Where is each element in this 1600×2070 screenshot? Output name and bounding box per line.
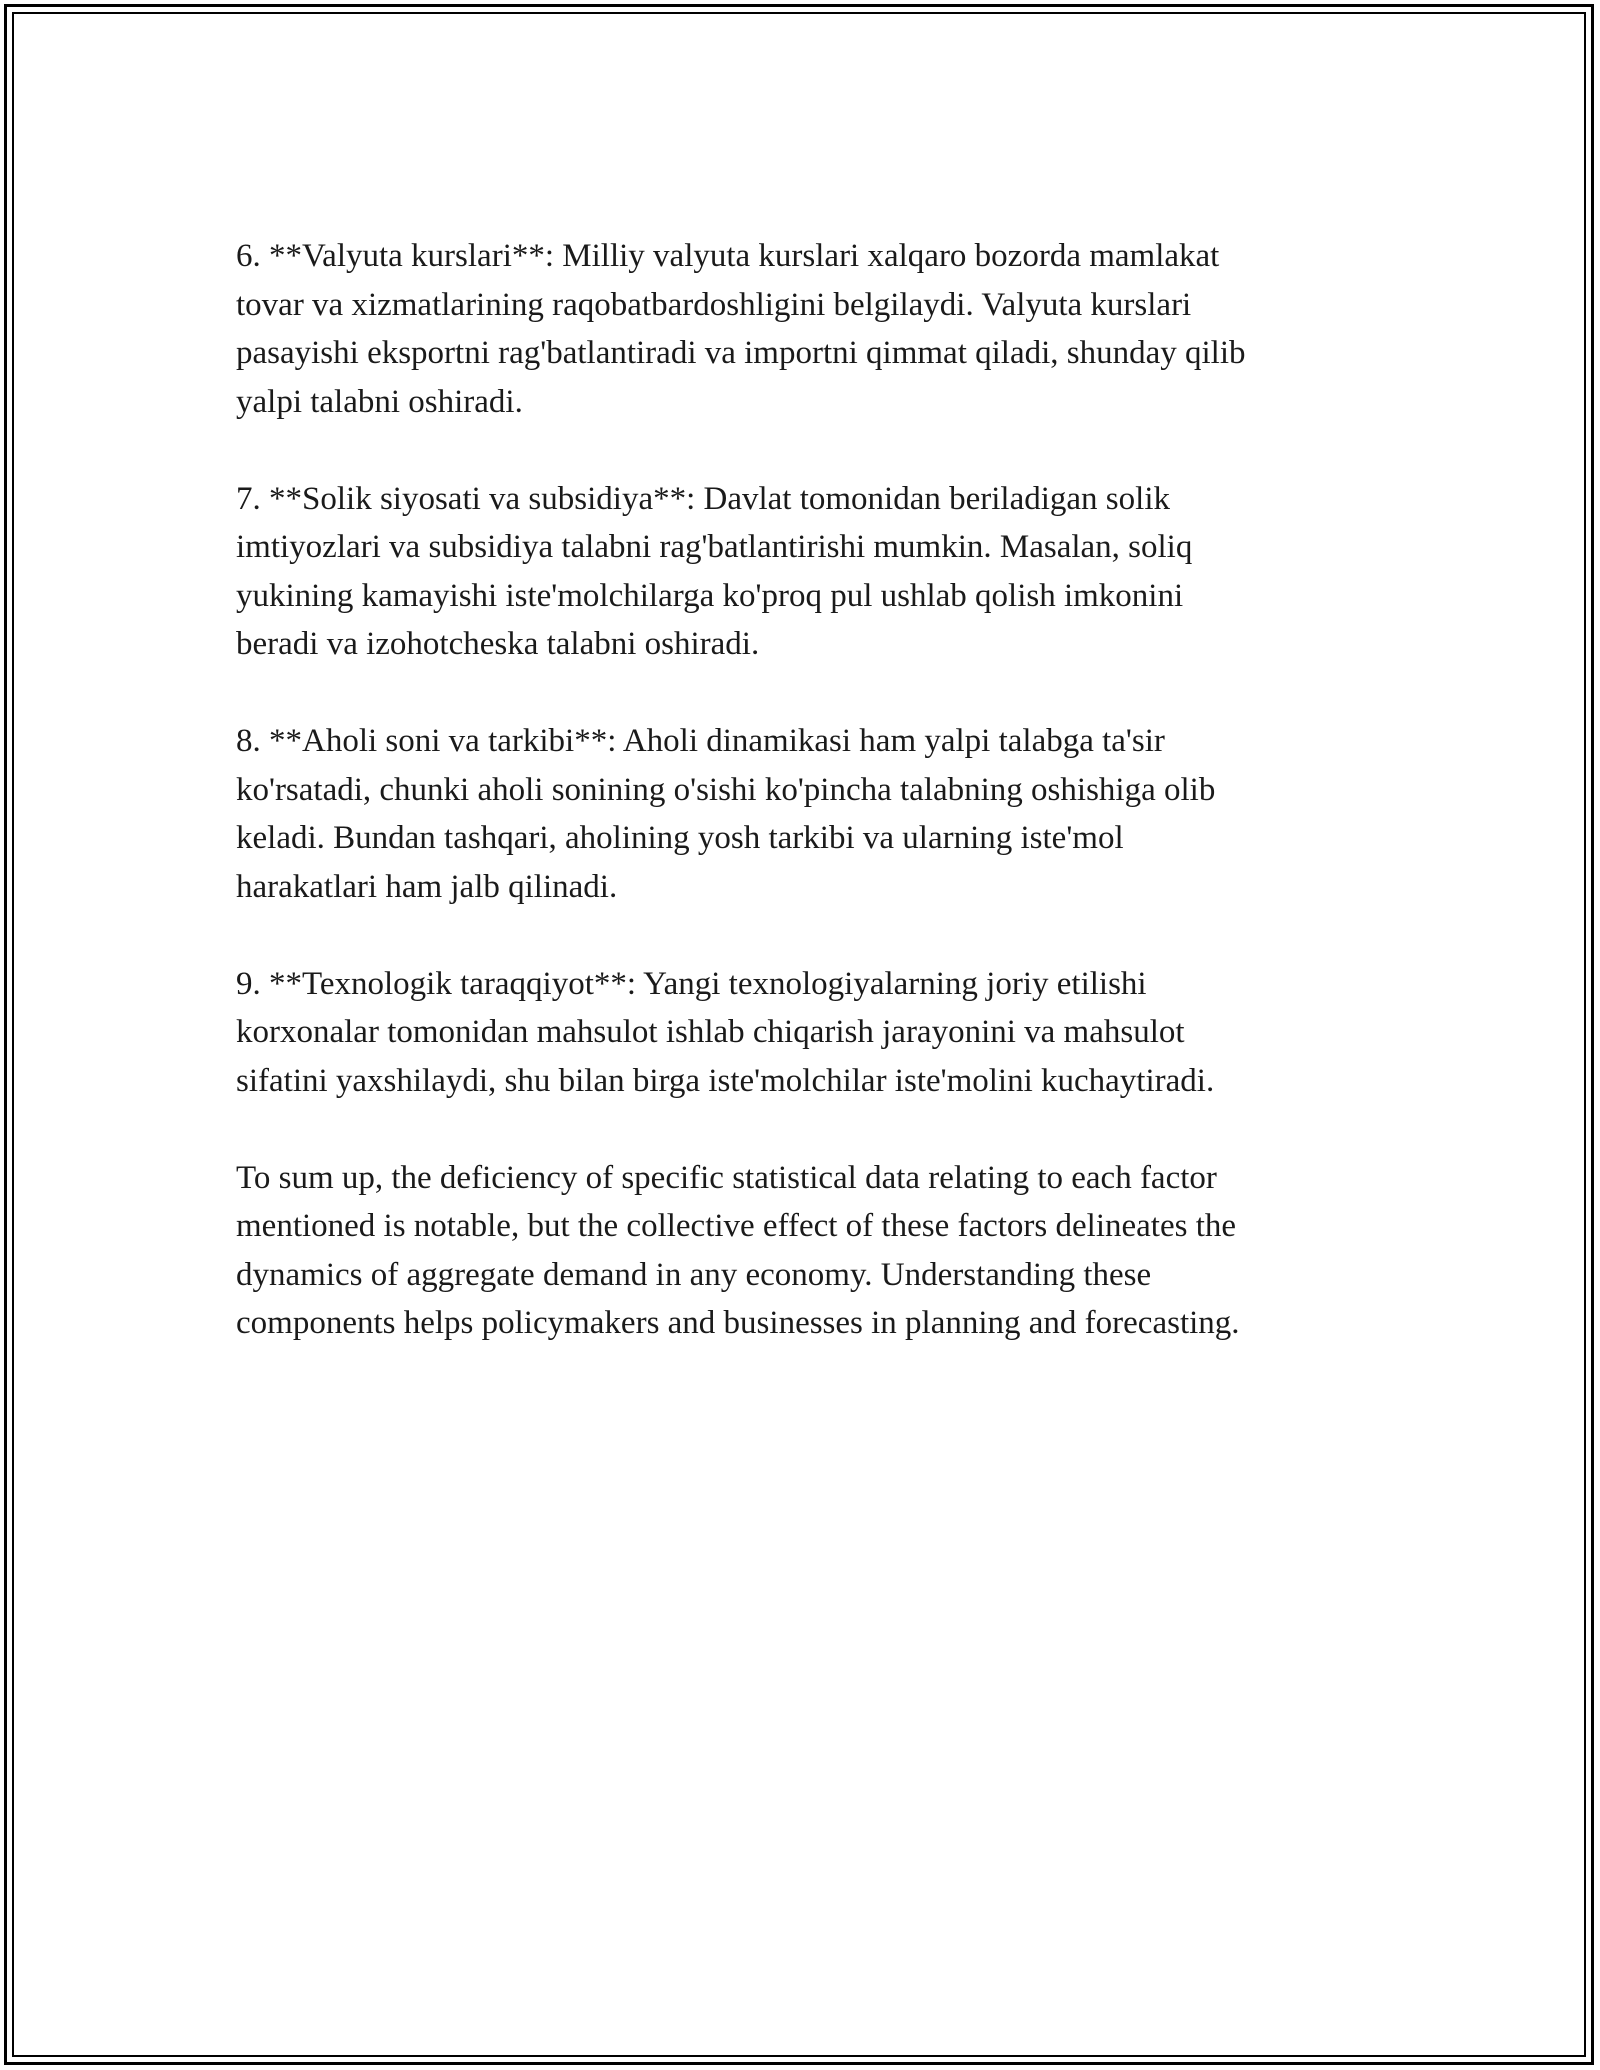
paragraph-texnologik-taraqqiyot [236,960,1376,1106]
paragraph-aholi-soni [236,717,1376,911]
text-line: keladi. Bundan tashqari, aholining yosh tarkibi va ularning iste'mol [236,820,1124,856]
text-line: imtiyozlari va subsidiya talabni rag'batlantirishi mumkin. Masalan, soliq [236,529,1193,565]
document-body [236,232,1376,1396]
paragraph-valyuta-kurslari [236,232,1376,426]
text-line: korxonalar tomonidan mahsulot ishlab chiqarish jarayonini va mahsulot [236,1014,1185,1050]
text-line: components helps policymakers and businesses in planning and forecasting. [236,1305,1240,1341]
text-line: yalpi talabni oshiradi. [236,383,523,420]
text-line: 9. **Texnologik taraqqiyot**: Yangi texnologiyalarning joriy etilishi [236,965,1147,1002]
text-line: mentioned is notable, but the collective effect of these factors delineates the [236,1208,1237,1244]
paragraph-solik-siyosati [236,475,1376,669]
text-line: pasayishi eksportni rag'batlantiradi va importni qimmat qiladi, shunday qilib [236,335,1246,371]
text-line: tovar va xizmatlarining raqobatbardoshligini belgilaydi. Valyuta kurslari [236,286,1192,323]
paragraph-summary [236,1154,1376,1348]
text-line: harakatlari ham jalb qilinadi. [236,868,618,905]
text-line: dynamics of aggregate demand in any economy. Understanding these [236,1256,1152,1293]
text-line: To sum up, the deficiency of specific statistical data relating to each factor [236,1159,1217,1196]
text-line: sifatini yaxshilaydi, shu bilan birga iste'molchilar iste'molini kuchaytiradi. [236,1062,1215,1099]
text-line: 6. **Valyuta kurslari**: Milliy valyuta kurslari xalqaro bozorda mamlakat [236,238,1220,274]
text-line: 7. **Solik siyosati va subsidiya**: Davlat tomonidan beriladigan solik [236,480,1170,517]
text-line: beradi va izohotcheska talabni oshiradi. [236,626,760,662]
text-line: ko'rsatadi, chunki aholi sonining o'sishi ko'pincha talabning oshishiga olib [236,771,1216,808]
text-line: yukining kamayishi iste'molchilarga ko'proq pul ushlab qolish imkonini [236,577,1184,614]
text-line: 8. **Aholi soni va tarkibi**: Aholi dinamikasi ham yalpi talabga ta'sir [236,723,1165,759]
